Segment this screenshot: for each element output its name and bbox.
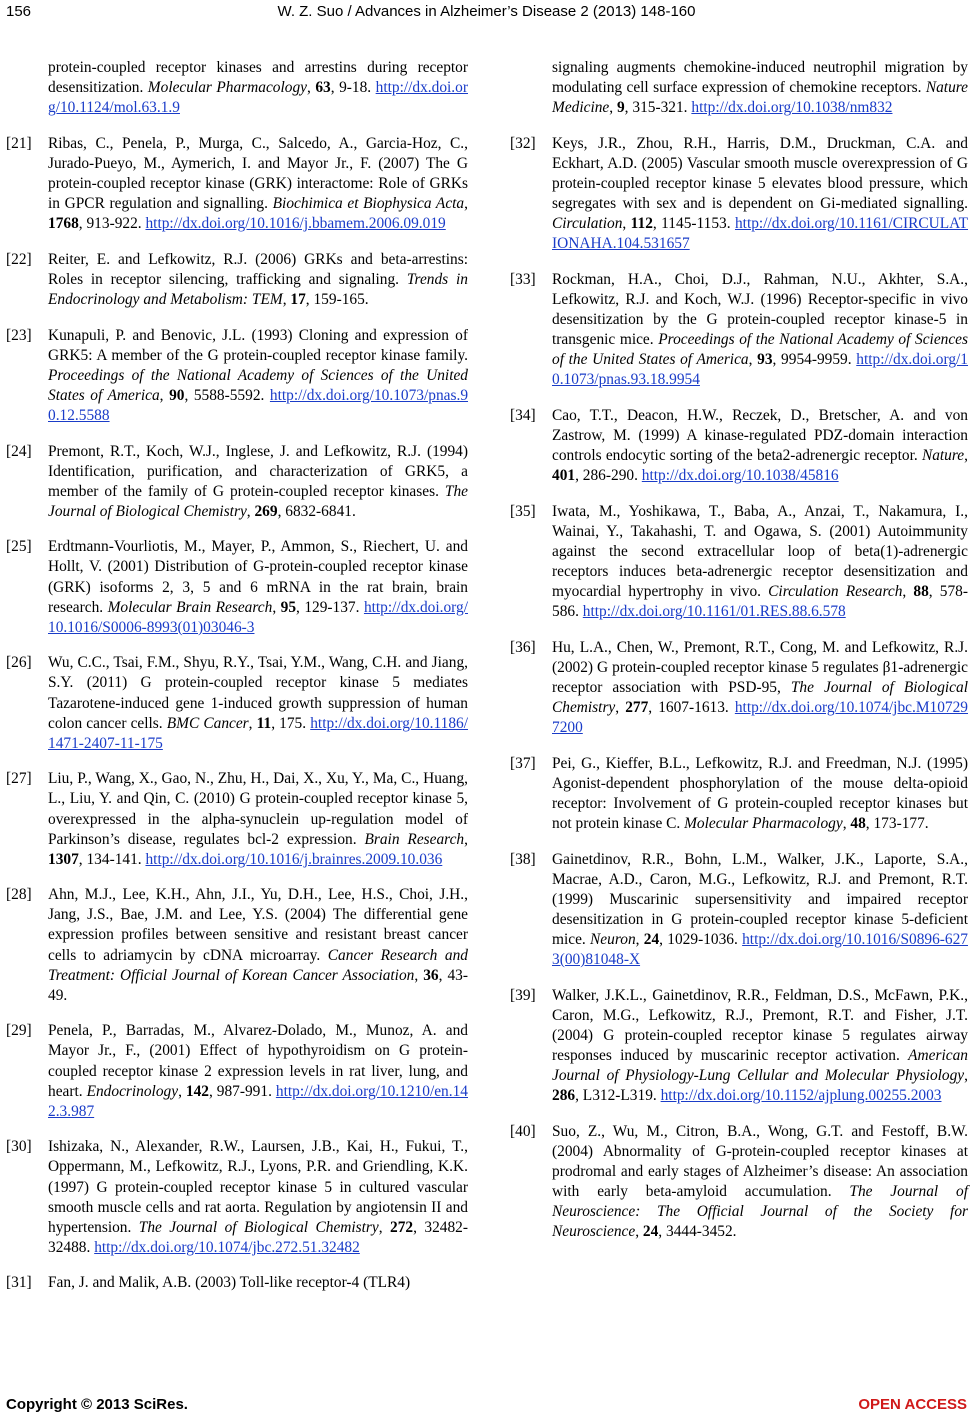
reference-pages: , 578-586.	[552, 583, 968, 621]
reference-journal: Circulation	[552, 215, 623, 233]
reference-entry	[510, 270, 968, 391]
reference-number: [23]	[6, 326, 32, 344]
reference-volume: 93	[757, 351, 773, 369]
reference-pages: , 987-991.	[208, 1082, 272, 1100]
reference-journal: Endocrinology	[86, 1082, 179, 1100]
page-number: 156	[6, 3, 32, 20]
reference-volume: 88	[913, 583, 929, 601]
page-footer	[0, 1394, 973, 1419]
reference-separator: ,	[307, 79, 316, 97]
reference-separator: ,	[615, 699, 626, 717]
reference-volume: 36	[423, 966, 439, 984]
reference-authors-title: Penela, P., Barradas, M., Alvarez-Dolado, M., Munoz, A. and Mayor Jr., F., (2001) Effect of hypothyroidism on G protein-coupled receptor kinase 2 expression levels in rat liver, lung, and heart.	[48, 1022, 468, 1100]
reference-entry	[6, 58, 468, 118]
doi-link[interactable]: http://dx.doi.org/10.1161/CIRCULATIONAHA.104.531657	[552, 215, 968, 253]
reference-separator: ,	[282, 290, 291, 308]
reference-entry	[6, 1273, 468, 1293]
reference-journal: American Journal of Physiology-Lung Cellular and Molecular Physiology	[552, 1047, 968, 1085]
reference-separator: ,	[842, 815, 851, 833]
reference-pages: , 286-290.	[575, 467, 638, 485]
reference-volume: 277	[625, 699, 649, 717]
reference-authors-title: Liu, P., Wang, X., Gao, N., Zhu, H., Dai, X., Xu, Y., Ma, C., Huang, L., Liu, Y. and Qin, C. (2010) G protein-coupled receptor kinase 5, overexpressed in the alpha-synuclein up-regulation model of Parkinson’s disease, regulates bcl-2 expression.	[48, 770, 468, 848]
reference-volume: 1768	[48, 215, 79, 233]
reference-authors-title: Ishizaka, N., Alexander, R.W., Laursen, J.B., Kai, H., Fukui, T., Oppermann, M., Lefkowitz, R.J., Lyons, P.R. and Griendling, K.K. (1997) G protein-coupled receptor kinase 5 in cultured vascular smooth muscle cells and rat aorta. Regulation by angiotensin II and hypertension.	[48, 1138, 468, 1236]
reference-volume: 1307	[48, 850, 79, 868]
reference-entry	[510, 850, 968, 971]
doi-link[interactable]: http://dx.doi.org/10.1186/1471-2407-11-175	[48, 714, 468, 752]
reference-volume: 272	[390, 1218, 414, 1236]
reference-journal: Brain Research	[364, 830, 465, 848]
reference-authors-title: Ahn, M.J., Lee, K.H., Ahn, J.I., Yu, D.H., Lee, H.S., Choi, J.H., Jang, J.S., Bae, J.M. and Lee, Y.S. (2004) The differential gene expression profiles between sensitive and resistant breast cancer cells to adriamycin by cDNA microarray.	[48, 886, 468, 964]
reference-separator: ,	[609, 99, 617, 117]
reference-separator: ,	[178, 1082, 186, 1100]
running-title: W. Z. Suo / Advances in Alzheimer’s Disease 2 (2013) 148-160	[277, 3, 696, 20]
reference-volume: 401	[552, 467, 576, 485]
doi-link[interactable]: http://dx.doi.org/10.1073/pnas.93.18.9954	[552, 351, 968, 389]
reference-separator: ,	[272, 598, 281, 616]
reference-entry	[6, 134, 468, 234]
reference-separator: ,	[964, 447, 968, 465]
reference-journal: Circulation Research	[768, 583, 903, 601]
left-reference-column	[6, 58, 468, 1309]
reference-pages: , 43-49.	[48, 966, 468, 1004]
reference-pages: , 1145-1153.	[652, 215, 731, 233]
reference-number: [21]	[6, 134, 32, 152]
reference-authors-title: Keys, J.R., Zhou, R.H., Harris, D.M., Druckman, C.A. and Eckhart, A.D. (2005) Vascular smooth muscle overexpression of G protein-coupled receptor kinase 5 elevates blood pressure, which segregates with sex and is dependent on Gi-mediated signalling.	[552, 134, 968, 213]
reference-authors-title: Ribas, C., Penela, P., Murga, C., Salcedo, A., Garcia-Hoz, C., Jurado-Pueyo, M., Aymerich, I. and Mayor Jr., F. (2007) The G protein-coupled receptor kinase (GRK) interactome: Role of GRKs in GPCR regulation and signalling.	[48, 134, 468, 213]
reference-entry	[510, 1122, 968, 1243]
reference-volume: 24	[642, 1223, 659, 1241]
reference-authors-title: Walker, J.K.L., Gainetdinov, R.R., Feldman, D.S., McFawn, P.K., Caron, M.G., Lefkowitz, R.J., Premont, R.T. and Fisher, J.T. (2004) G protein-coupled receptor kinase 5 regulates airway responses induced by muscarinic receptor activation.	[552, 986, 968, 1065]
reference-authors-title: Premont, R.T., Koch, W.J., Inglese, J. and Lefkowitz, R.J. (1994) Identification, purification, and characterization of GRK5, a member of the family of G protein-coupled receptor kinases.	[48, 442, 468, 500]
reference-journal: The Journal of Biological Chemistry	[552, 679, 968, 717]
right-reference-column	[510, 58, 968, 1258]
reference-entry	[6, 250, 468, 310]
reference-journal: Trends in Endocrinology and Metabolism: TEM	[48, 270, 468, 308]
reference-authors-title: Reiter, E. and Lefkowitz, R.J. (2006) GRKs and beta-arrestins: Roles in receptor silencing, trafficking and signaling.	[48, 250, 468, 288]
reference-volume: 286	[552, 1087, 576, 1105]
doi-link[interactable]: http://dx.doi.org/10.1073/pnas.90.12.5588	[48, 386, 469, 424]
reference-number: [34]	[510, 406, 536, 424]
reference-pages: , 32482-32488.	[48, 1218, 468, 1256]
reference-entry	[6, 442, 468, 522]
reference-separator: ,	[246, 502, 255, 520]
reference-pages: , 173-177.	[865, 815, 929, 833]
reference-authors-title: Kunapuli, P. and Benovic, J.L. (1993) Cloning and expression of GRK5: A member of the G protein-coupled receptor kinase family.	[48, 326, 468, 364]
doi-link[interactable]: http://dx.doi.org/10.1074/jbc.M107297200	[552, 699, 968, 737]
reference-pages: , 175.	[271, 714, 307, 732]
reference-number: [40]	[510, 1122, 536, 1140]
reference-entry	[510, 134, 968, 255]
doi-link[interactable]: http://dx.doi.org/10.1038/45816	[641, 467, 839, 485]
reference-separator: ,	[964, 1067, 968, 1085]
reference-entry	[510, 406, 968, 486]
doi-link[interactable]: http://dx.doi.org/10.1210/en.142.3.987	[48, 1082, 468, 1120]
reference-pages: , 129-137.	[296, 598, 360, 616]
reference-journal: BMC Cancer	[166, 714, 249, 732]
reference-volume: 24	[643, 931, 660, 949]
reference-volume: 48	[850, 815, 866, 833]
reference-separator: ,	[248, 714, 257, 732]
reference-pages: , 5588-5592.	[184, 386, 265, 404]
reference-volume: 95	[280, 598, 297, 616]
reference-entry	[6, 1137, 468, 1258]
reference-authors-title: Pei, G., Kieffer, B.L., Lefkowitz, R.J. and Freedman, N.J. (1995) Agonist-dependent phosphorylation of the mouse delta-opioid receptor: Involvement of G protein-coupled receptor kinases but not protein kinase C.	[552, 754, 968, 833]
copyright-notice: Copyright © 2013 SciRes.	[6, 1396, 188, 1413]
reference-pages: , 1029-1036.	[659, 931, 738, 949]
reference-number: [36]	[510, 638, 536, 656]
reference-journal: Molecular Brain Research	[107, 598, 273, 616]
reference-separator: ,	[902, 583, 914, 601]
reference-journal: Nature Medicine	[552, 79, 969, 117]
reference-entry	[6, 769, 468, 869]
reference-journal: The Journal of Biological Chemistry	[48, 482, 468, 520]
reference-entry	[510, 638, 968, 738]
reference-journal: Molecular Pharmacology	[147, 79, 308, 97]
doi-link[interactable]: http://dx.doi.org/10.1016/S0896-6273(00)81048-X	[552, 931, 968, 969]
doi-link[interactable]: http://dx.doi.org/10.1124/mol.63.1.9	[48, 79, 468, 117]
doi-link[interactable]: http://dx.doi.org/10.1074/jbc.272.51.32482	[94, 1238, 360, 1256]
reference-number: [24]	[6, 442, 32, 460]
reference-pages: , 3444-3452.	[658, 1223, 737, 1241]
reference-journal: Proceedings of the National Academy of Sciences of the United States of America	[552, 331, 968, 369]
reference-separator: ,	[378, 1218, 391, 1236]
reference-journal: Molecular Pharmacology	[684, 815, 843, 833]
reference-number: [26]	[6, 654, 32, 672]
reference-number: [25]	[6, 538, 32, 556]
open-access-label: OPEN ACCESS	[858, 1396, 967, 1413]
reference-entry	[6, 653, 468, 753]
reference-authors-title: Erdtmann-Vourliotis, M., Mayer, P., Ammon, S., Riechert, U. and Hollt, V. (2001) Distribution of G-protein-coupled receptor kinase (GRK) isoforms 2, 3, 5 and 6 mRNA in the rat brain, brain research.	[48, 538, 468, 616]
reference-authors-title: Fan, J. and Malik, A.B. (2003) Toll-like receptor-4 (TLR4)	[48, 1274, 411, 1292]
reference-number: [30]	[6, 1138, 32, 1156]
reference-authors-title: Cao, T.T., Deacon, H.W., Reczek, D., Bretscher, A. and von Zastrow, M. (1999) A kinase-regulated PDZ-domain interaction controls endocytic sorting of the beta2-adrenergic receptor.	[552, 406, 968, 465]
reference-journal: Cancer Research and Treatment: Official Journal of Korean Cancer Association	[48, 946, 468, 984]
reference-volume: 17	[290, 290, 306, 308]
reference-separator: ,	[748, 351, 758, 369]
reference-journal: Proceedings of the National Academy of Sciences of the United States of America	[48, 366, 468, 404]
reference-volume: 142	[185, 1082, 209, 1100]
reference-separator: ,	[464, 830, 468, 848]
reference-number: [38]	[510, 850, 536, 868]
page-header	[0, 0, 973, 30]
reference-number: [29]	[6, 1022, 32, 1040]
reference-volume: 9	[616, 99, 625, 117]
reference-pages: , 134-141.	[78, 850, 142, 868]
reference-pages: , 9954-9959.	[772, 351, 852, 369]
reference-authors-title: protein-coupled receptor kinases and arrestins during receptor desensitization.	[48, 59, 468, 97]
reference-authors-title: Wu, C.C., Tsai, F.M., Shyu, R.Y., Tsai, Y.M., Wang, C.H. and Jiang, S.Y. (2011) G protein-coupled receptor kinase 5 mediates Tazarotene-induced gene 1-induced growth suppression of human colon cancer cells.	[48, 654, 468, 732]
reference-pages: , 159-165.	[305, 290, 369, 308]
reference-number: [31]	[6, 1274, 32, 1292]
reference-volume: 90	[169, 386, 185, 404]
reference-entry	[510, 986, 968, 1107]
doi-link[interactable]: http://dx.doi.org/10.1016/S0006-8993(01)03046-3	[48, 598, 468, 636]
reference-number: [28]	[6, 886, 32, 904]
reference-number: [33]	[510, 270, 536, 288]
reference-entry	[6, 1021, 468, 1121]
reference-volume: 63	[315, 79, 331, 97]
reference-pages: , 315-321.	[624, 99, 688, 117]
reference-journal: The Journal of Neuroscience: The Official Journal of the Society for Neuroscience	[552, 1183, 968, 1241]
reference-authors-title: Iwata, M., Yoshikawa, T., Baba, A., Anzai, T., Nakamura, I., Wainai, Y., Takahashi, T. and Ogawa, S. (2001) Autoimmunity against the second extracellular loop of beta(1)-adrenergic receptors induces beta-adrenergic receptor desensitization and myocardial hypertrophy in vivo.	[552, 502, 968, 601]
reference-journal: Nature	[921, 447, 965, 465]
reference-pages: , L312-L319.	[575, 1087, 657, 1105]
reference-entry	[510, 754, 968, 834]
doi-link[interactable]: http://dx.doi.org/10.1016/j.bbamem.2006.09.019	[145, 215, 446, 233]
reference-number: [39]	[510, 986, 536, 1004]
reference-journal: The Journal of Biological Chemistry	[138, 1218, 379, 1236]
reference-authors-title: signaling augments chemokine-induced neutrophil migration by modulating cell surface expression of chemokine receptors.	[552, 59, 968, 97]
reference-entry	[6, 537, 468, 637]
reference-volume: 269	[254, 502, 278, 520]
reference-separator: ,	[464, 195, 468, 213]
reference-authors-title: Hu, L.A., Chen, W., Premont, R.T., Cong, M. and Lefkowitz, R.J. (2002) G protein-coupled receptor kinase 5 regulates β1-adrenergic receptor association with PSD-95,	[552, 638, 968, 697]
reference-authors-title: Gainetdinov, R.R., Bohn, L.M., Walker, J.K., Laporte, S.A., Macrae, A.D., Caron, M.G., Lefkowitz, R.J. and Premont, R.T. (1999) Muscarinic supersensitivity and impaired receptor desensitization in G protein-coupled receptor kinase 5-deficient mice.	[552, 850, 968, 949]
reference-volume: 11	[256, 714, 272, 732]
reference-entry	[510, 502, 968, 623]
doi-link[interactable]: http://dx.doi.org/10.1016/j.brainres.2009.10.036	[145, 850, 443, 868]
reference-pages: , 6832-6841.	[277, 502, 356, 520]
reference-volume: 112	[630, 215, 653, 233]
reference-pages: , 9-18.	[330, 79, 372, 97]
reference-journal: Neuron	[590, 931, 636, 949]
reference-separator: ,	[414, 966, 424, 984]
reference-entry	[510, 58, 968, 118]
reference-number: [35]	[510, 502, 536, 520]
doi-link[interactable]: http://dx.doi.org/10.1152/ajplung.00255.2003	[660, 1087, 942, 1105]
reference-number: [22]	[6, 250, 32, 268]
reference-separator: ,	[635, 1223, 643, 1241]
reference-number: [27]	[6, 770, 32, 788]
reference-pages: , 1607-1613.	[648, 699, 729, 717]
reference-journal: Biochimica et Biophysica Acta	[272, 195, 465, 213]
reference-separator: ,	[622, 215, 631, 233]
reference-entry	[6, 885, 468, 1006]
doi-link[interactable]: http://dx.doi.org/10.1161/01.RES.88.6.578	[582, 603, 846, 621]
reference-number: [32]	[510, 134, 536, 152]
reference-entry	[6, 326, 468, 426]
reference-authors-title: Suo, Z., Wu, M., Citron, B.A., Wong, G.T. and Festoff, B.W. (2004) Abnormality of G-protein-coupled receptor kinases at prodromal and early stages of Alzheimer’s disease: An association with early beta-amyloid accumulation.	[552, 1122, 968, 1201]
reference-authors-title: Rockman, H.A., Choi, D.J., Rahman, N.U., Akhter, S.A., Lefkowitz, R.J. and Koch, W.J. (1996) Receptor-specific in vivo desensitization by the G protein-coupled receptor kinase-5 in transgenic mice.	[552, 270, 968, 349]
reference-separator: ,	[159, 386, 170, 404]
reference-separator: ,	[635, 931, 644, 949]
doi-link[interactable]: http://dx.doi.org/10.1038/nm832	[691, 99, 893, 117]
reference-number: [37]	[510, 754, 536, 772]
reference-pages: , 913-922.	[78, 215, 142, 233]
